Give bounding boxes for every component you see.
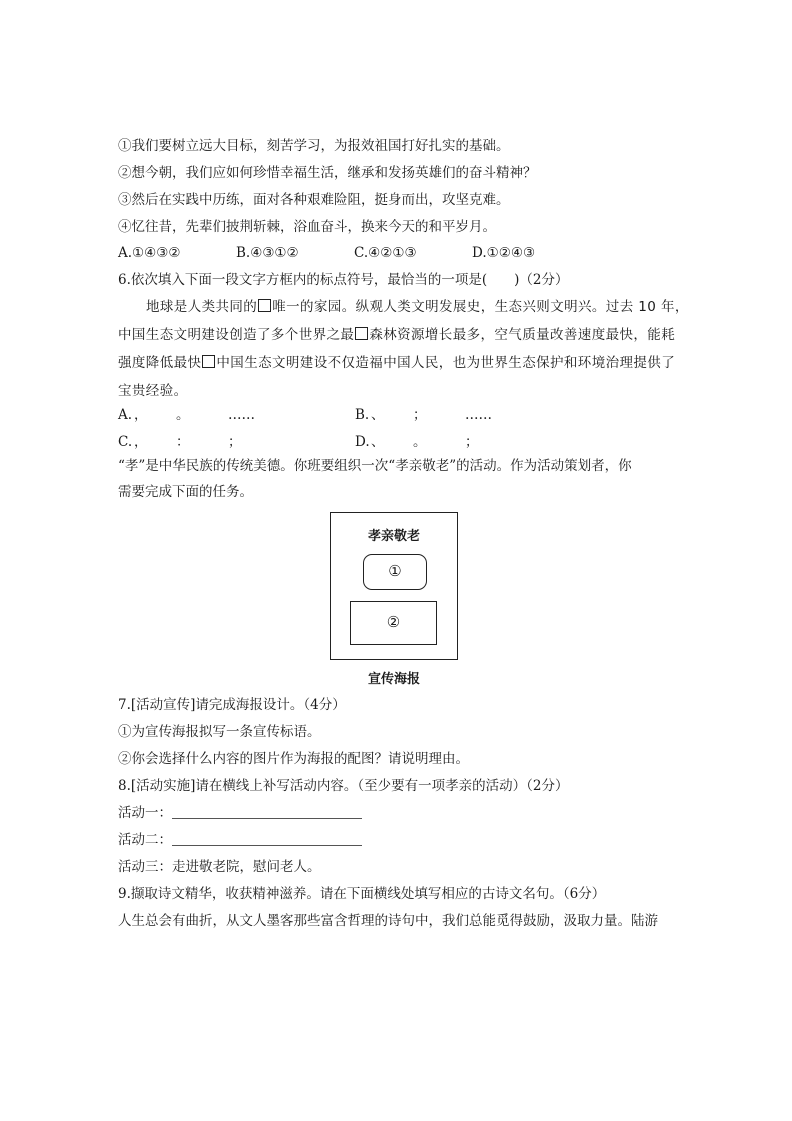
- poster-title: 孝亲敬老: [367, 529, 420, 544]
- q5-option-a: A.①④③②: [118, 245, 181, 261]
- q6-option-a-p2: 。: [176, 407, 190, 423]
- q6-option-d-p2: 。: [413, 434, 427, 450]
- q6-option-b-letter: B.: [355, 407, 370, 423]
- q6-option-a-p3: ……: [228, 407, 255, 423]
- q6-option-c-p1: ，: [134, 434, 148, 450]
- blank-box-2: [355, 327, 368, 340]
- activity-intro-line-1: “孝”是中华民族的传统美德。你班要组织一次“孝亲敬老”的活动。作为活动策划者，你: [118, 458, 632, 474]
- q6-passage-line-2: 中国生态文明建设创造了多个世界之最 森林资源增长最多，空气质量改善速度最快，能耗: [118, 327, 676, 343]
- sentence-3: ③然后在实践中历练，面对各种艰难险阻，挺身而出，攻坚克难。: [118, 192, 510, 208]
- q6-option-b-p2: ；: [413, 407, 427, 423]
- q7-stem: 7.[活动宣传]请完成海报设计。（4分）: [118, 697, 346, 713]
- q7-sub-2: ②你会选择什么内容的图片作为海报的配图？请说明理由。: [118, 751, 469, 767]
- q9-stem: 9.撷取诗文精华，收获精神滋养。请在下面横线处填写相应的古诗文名句。（6分）: [118, 886, 606, 902]
- sentence-1: ①我们要树立远大目标，刻苦学习，为报效祖国打好扎实的基础。: [118, 138, 510, 154]
- q6-option-b-p1: 、: [371, 407, 385, 423]
- q6-option-d-p1: 、: [371, 434, 385, 450]
- q6-option-a-p1: ，: [134, 407, 148, 423]
- blank-box-3: [202, 355, 215, 368]
- sentence-2: ②想今朝，我们应如何珍惜幸福生活，继承和发扬英雄们的奋斗精神？: [118, 165, 537, 181]
- q8-activity-3: 活动三：走进敬老院，慰问老人。: [118, 859, 321, 875]
- poster-caption: 宣传海报: [367, 672, 420, 687]
- q9-line: 人生总会有曲折，从文人墨客那些富含哲理的诗句中，我们总能觅得鼓励，汲取力量。陆游: [118, 913, 658, 929]
- poster-image-slot: ②: [350, 601, 437, 645]
- q5-option-c: C.④②①③: [354, 245, 417, 261]
- q6-passage-line-4: 宝贵经验。: [118, 383, 188, 399]
- q6-option-c-p2: ：: [176, 434, 190, 450]
- q8-activity-1: 活动一：: [118, 803, 362, 823]
- answer-line-1[interactable]: [172, 804, 362, 819]
- q6-option-a-letter: A.: [118, 407, 133, 423]
- q6-option-c-p3: ；: [228, 434, 242, 450]
- q8-stem: 8.[活动实施]请在横线上补写活动内容。（至少要有一项孝亲的活动）（2分）: [118, 778, 569, 794]
- q6-option-d-p3: ；: [465, 434, 479, 450]
- q8-activity-2: 活动二：: [118, 830, 362, 850]
- poster-slogan-slot: ①: [363, 554, 427, 590]
- q5-option-b: B.④③①②: [236, 245, 299, 261]
- q6-stem: 6.依次填入下面一段文字方框内的标点符号，最恰当的一项是( )（2分）: [118, 272, 569, 288]
- q7-sub-1: ①为宣传海报拟写一条宣传标语。: [118, 724, 321, 740]
- q6-option-c-letter: C.: [118, 434, 133, 450]
- q6-option-b-p3: ……: [465, 407, 492, 423]
- q6-passage-line-1: 地球是人类共同的 唯一的家园。纵观人类文明发展史，生态兴则文明兴。过去 10 年，: [146, 299, 689, 315]
- sentence-4: ④忆往昔，先辈们披荆斩棘，浴血奋斗，换来今天的和平岁月。: [118, 219, 496, 235]
- blank-box-1: [258, 299, 271, 312]
- q6-option-d-letter: D.: [355, 434, 370, 450]
- answer-line-2[interactable]: [172, 831, 362, 846]
- activity-intro-line-2: 需要完成下面的任务。: [118, 484, 253, 500]
- q5-option-d: D.①②④③: [472, 245, 536, 261]
- q6-passage-line-3: 强度降低最快 中国生态文明建设不仅造福中国人民，也为世界生态保护和环境治理提供了: [118, 355, 676, 371]
- poster-diagram: [330, 512, 458, 660]
